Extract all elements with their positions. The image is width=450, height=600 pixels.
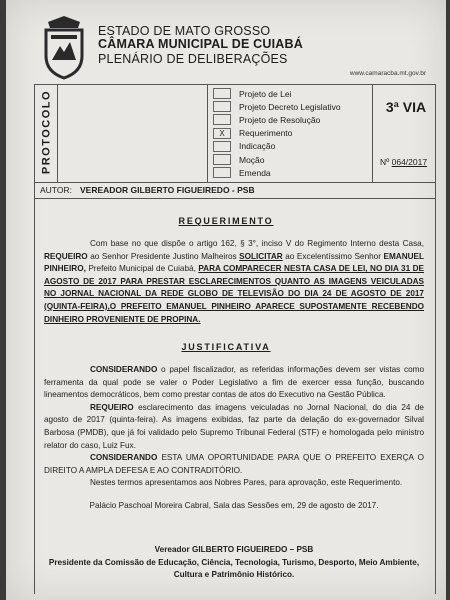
option-label: Projeto de Resolução xyxy=(239,114,321,125)
header-chamber: CÂMARA MUNICIPAL DE CUIABÁ xyxy=(98,37,303,51)
signature-name: Vereador GILBERTO FIGUEIREDO – PSB xyxy=(154,545,314,554)
copy-number: 3ª VIA xyxy=(385,99,427,115)
option-projeto-de-resolucao[interactable] xyxy=(213,113,341,126)
author-value: VEREADOR GILBERTO FIGUEIREDO - PSB xyxy=(80,185,255,195)
header-state: ESTADO DE MATO GROSSO xyxy=(98,24,271,38)
option-label: Indicação xyxy=(239,141,276,152)
number-value: 064/2017 xyxy=(391,157,428,167)
divider xyxy=(372,85,373,182)
text: ao Excelentíssimo Senhor xyxy=(282,251,384,261)
website-url[interactable]: www.camaracba.mt.gov.br xyxy=(349,70,426,77)
closing-text: Nestes termos apresentamos aos Nobres Pares, para aprovação, este Requerimento. xyxy=(90,478,403,488)
protocol-box xyxy=(34,84,436,183)
text-bold: REQUEIRO xyxy=(90,402,134,412)
checkbox[interactable] xyxy=(213,88,231,99)
option-indicacao[interactable] xyxy=(213,140,341,153)
coat-of-arms-logo xyxy=(42,16,86,80)
option-label: Projeto Decreto Legislativo xyxy=(239,101,341,112)
number-label: Nº xyxy=(380,157,390,167)
option-label: Projeto de Lei xyxy=(239,88,292,99)
checkbox[interactable] xyxy=(213,114,231,125)
protocol-label: PROTOCOLO xyxy=(40,89,53,175)
author-label: AUTOR: xyxy=(40,185,72,195)
option-projeto-de-lei[interactable] xyxy=(213,87,341,100)
option-label: Requerimento xyxy=(239,128,293,139)
text-bold: CONSIDERANDO xyxy=(90,453,158,463)
option-emenda[interactable] xyxy=(213,166,341,179)
option-mocao[interactable] xyxy=(213,153,341,166)
checkbox[interactable] xyxy=(213,167,231,178)
text-bold: CONSIDERANDO xyxy=(90,365,158,374)
option-projeto-decreto-legislativo[interactable] xyxy=(213,100,341,113)
request-paragraph xyxy=(44,238,424,326)
text-bold: REQUEIRO xyxy=(44,251,88,261)
text: ESTA UMA OPORTUNIDADE PARA QUE O PREFEITO EXERÇA O DIREITO A AMPLA DEFESA E AO CONTRADITÓRIO. xyxy=(44,453,424,475)
checkbox[interactable] xyxy=(213,141,231,152)
section-title-requerimento: REQUERIMENTO xyxy=(178,216,274,226)
divider xyxy=(207,85,208,182)
text-bold: SOLICITAR xyxy=(239,251,283,261)
checkbox[interactable] xyxy=(213,101,231,112)
header-plenary: PLENÁRIO DE DELIBERAÇÕES xyxy=(98,52,288,66)
option-label: Emenda xyxy=(239,167,271,178)
signature-block xyxy=(44,544,424,582)
document-number xyxy=(380,157,427,167)
text: Com base no que dispõe o artigo 162, § 3°, inciso V do Regimento Interno desta Casa, xyxy=(90,239,424,248)
text: o papel fiscalizador, as referidas informações devem ser vistas como ferramenta da qual pode se valer o Poder Legislativo a fim de exercer essa função, buscando lineamentos democráticos, bem como prestar contas de atos do Executivo na Gestão Pública. xyxy=(44,365,424,400)
document-page xyxy=(6,0,446,600)
signature-role: Presidente da Comissão de Educação, Ciência, Tecnologia, Turismo, Desporto, Meio Ambiente, Cultura e Patrimônio Histórico. xyxy=(48,557,420,580)
option-requerimento[interactable] xyxy=(213,127,341,140)
text-bold-underlined: PARA COMPARECER NESTA CASA DE LEI, NO DIA 31 DE AGOSTO DE 2017 PARA PRESTAR ESCLARECIMENTOS QUANTO AS IMAGENS VEICULADAS NO JORNAL NACIONAL DA REDE GLOBO DE TELEVISÃO DO DIA 24 DE AGOSTO DE 2017 (QUINTA-FEIRA),O PREFEITO EMANUEL PINHEIRO APARECE SUPOSTAMENTE RECEBENDO DINHEIRO PROVENIENTE DE PROPINA. xyxy=(44,264,424,324)
checkbox[interactable] xyxy=(213,154,231,165)
checkbox-checked[interactable]: X xyxy=(213,128,231,139)
text: esclarecimento das imagens veiculadas no Jornal Nacional, do dia 24 de agosto de 2017 (quinta-feira). As imagens exibidas, faz parte da delação do ex-governador Silval Barbosa (PMDB), que já foi validado pelo Supremo Tribunal Federal (STF) e homologada pelo ministro relator do caso, Luiz Fux. xyxy=(44,402,424,450)
text-bold: EMANUEL PINHEIRO, xyxy=(44,251,424,274)
text: ao Senhor Presidente Justino Malheiros xyxy=(87,251,240,261)
protocol-label-cell xyxy=(35,85,58,182)
document-type-options xyxy=(213,87,341,179)
place-and-date: Palácio Paschoal Moreira Cabral, Sala das Sessões em, 29 de agosto de 2017. xyxy=(89,501,379,510)
option-label: Moção xyxy=(239,154,265,165)
justification-paragraphs xyxy=(44,364,424,490)
author-row xyxy=(34,182,436,199)
section-title-justificativa: JUSTIFICATIVA xyxy=(181,342,271,352)
text: Prefeito Municipal de Cuiabá, xyxy=(85,264,199,274)
